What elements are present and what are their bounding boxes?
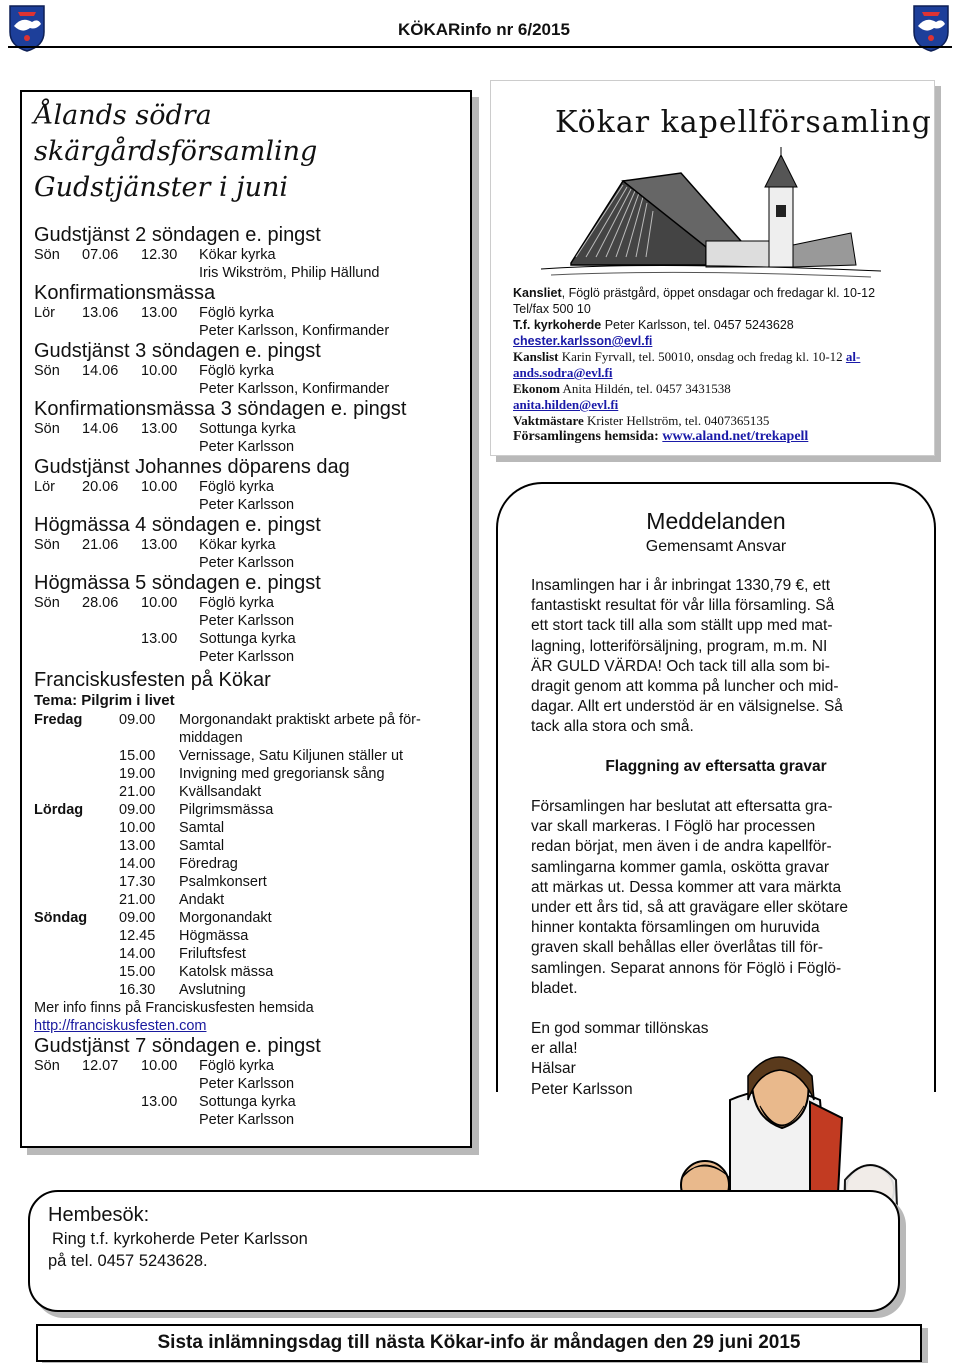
service-officiant: Peter Karlsson, Konfirmander <box>199 323 390 339</box>
fax-line: Tel/fax 500 10 <box>513 302 591 316</box>
service-heading: Gudstjänst 3 söndagen e. pingst <box>34 340 321 362</box>
festival-program-row: Fredag 09.00 Morgonandakt praktiskt arbete på för- <box>34 712 421 728</box>
home-visit-line1: Ring t.f. kyrkoherde Peter Karlsson <box>52 1230 308 1248</box>
service-heading: Gudstjänst Johannes döparens dag <box>34 456 350 478</box>
service-row: Sön 28.06 10.00 Föglö kyrka <box>34 595 274 611</box>
vicar-email-link[interactable]: chester.karlsson@evl.fi <box>513 334 653 348</box>
parish-info-box <box>490 80 935 456</box>
schedule-title-line2: skärgårdsförsamling <box>34 136 318 167</box>
home-visit-box <box>28 1190 900 1312</box>
service-officiant: Iris Wikström, Philip Hällund <box>199 265 380 281</box>
service-officiant: Peter Karlsson <box>199 497 295 513</box>
service-heading: Gudstjänst 7 söndagen e. pingst <box>34 1035 321 1057</box>
festival-program-row: 15.00 Vernissage, Satu Kiljunen ställer ut <box>119 748 404 764</box>
website-link[interactable]: www.aland.net/trekapell <box>662 429 809 444</box>
festival-program-row: Söndag 09.00 Morgonandakt <box>34 910 272 926</box>
clerk-email-link[interactable]: al- <box>845 349 861 364</box>
service-row: 13.00 Sottunga kyrka <box>141 1094 296 1110</box>
festival-program-row: 13.00 Samtal <box>119 838 225 854</box>
festival-program-row: 15.00 Katolsk mässa <box>119 964 274 980</box>
festival-program <box>34 711 464 999</box>
service-officiant: Peter Karlsson, Konfirmander <box>199 381 390 397</box>
festival-heading: Franciskusfesten på Kökar <box>34 669 271 691</box>
service-officiant: Peter Karlsson <box>199 1076 295 1092</box>
festival-program-row: 17.30 Psalmkonsert <box>119 874 267 890</box>
service-row: Sön 14.06 10.00 Föglö kyrka <box>34 363 274 379</box>
church-illustration <box>531 145 891 279</box>
collection-paragraph: Insamlingen har i år inbringat 1330,79 €, ett fantastiskt resultat för vår lilla församling. Så ett stort tack till alla som ställt upp med mat- lagning, lotteriförsäljning, program, m.m. NI ÄR GULD VÄRDA! Och tack till alla som bi- dragit genom att komma på luncher och mid- dagar. Allt ert understöd är en välsignelse. Så tack alla stora och små. <box>531 577 843 736</box>
clerk-line: Kanslist Karin Fyrvall, tel. 50010, onsdag och fredag kl. 10-12 al- <box>513 349 861 364</box>
vicar-line: T.f. kyrkoherde Peter Karlsson, tel. 0457 5243628 <box>513 318 794 332</box>
service-heading: Gudstjänst 2 söndagen e. pingst <box>34 224 321 246</box>
website-line: Församlingens hemsida: www.aland.net/trekapell <box>513 429 809 444</box>
festival-program-row: 14.00 Friluftsfest <box>119 946 246 962</box>
service-officiant: Peter Karlsson <box>199 439 295 455</box>
festival-theme: Tema: Pilgrim i livet <box>34 692 175 709</box>
header-divider <box>8 46 952 48</box>
caretaker-line: Vaktmästare Krister Hellström, tel. 0407365135 <box>513 413 770 428</box>
crest-left-icon <box>8 4 46 52</box>
parish-title: Kökar kapellförsamling <box>555 105 932 140</box>
messages-box <box>496 482 936 1098</box>
festival-program-row-cont: middagen <box>179 730 243 746</box>
treasurer-email-link[interactable]: anita.hilden@evl.fi <box>513 397 619 412</box>
festival-program-row: 16.30 Avslutning <box>119 982 246 998</box>
graves-paragraph: Församlingen har beslutat att eftersatta gra- var skall markeras. I Föglö har processen redan börjat, men även i de andra kapellför- samlingarna kommer gamla, oskötta gravar att märkas ut. Dessa kommer att vara märkta under ett års tid, så att gravägare eller skötare hinner kontakta församlingen om huruvida graven skall behållas eller överlåtas till för- samlingen. Separat annons för Föglö i Föglö- bladet. <box>531 798 849 997</box>
schedule-box <box>20 90 472 1148</box>
service-heading: Högmässa 5 söndagen e. pingst <box>34 572 321 594</box>
messages-subtitle: Gemensamt Ansvar <box>645 538 787 555</box>
service-officiant: Peter Karlsson <box>199 613 295 629</box>
greeting-paragraph: En god sommar tillönskas er alla! Hälsar Peter Karlsson <box>531 1020 709 1098</box>
service-row: Sön 12.07 10.00 Föglö kyrka <box>34 1058 274 1074</box>
festival-program-row: 21.00 Kvällsandakt <box>119 784 262 800</box>
festival-program-row: 19.00 Invigning med gregoriansk sång <box>119 766 385 782</box>
service-row: Sön 07.06 12.30 Kökar kyrka <box>34 247 276 263</box>
service-heading: Konfirmationsmässa 3 söndagen e. pingst <box>34 398 407 420</box>
festival-more-info: Mer info finns på Franciskusfesten hemsida <box>34 1000 314 1016</box>
service-row: 13.00 Sottunga kyrka <box>141 631 296 647</box>
service-row: Lör 20.06 10.00 Föglö kyrka <box>34 479 274 495</box>
service-row: Sön 14.06 13.00 Sottunga kyrka <box>34 421 296 437</box>
service-officiant: Peter Karlsson <box>199 1112 295 1128</box>
messages-title: Meddelanden <box>646 508 786 534</box>
treasurer-line: Ekonom Anita Hildén, tel. 0457 3431538 <box>513 381 731 396</box>
office-line: Kansliet, Föglö prästgård, öppet onsdagar och fredagar kl. 10-12 <box>513 286 876 300</box>
festival-link[interactable]: http://franciskusfesten.com <box>34 1018 207 1034</box>
festival-program-row: 21.00 Andakt <box>119 892 225 908</box>
issue-title: KÖKARinfo nr 6/2015 <box>398 20 570 39</box>
crest-right-icon <box>912 4 950 52</box>
service-officiant: Peter Karlsson <box>199 649 295 665</box>
festival-program-row: 12.45 Högmässa <box>119 928 249 944</box>
festival-program-row: 14.00 Föredrag <box>119 856 238 872</box>
home-visit-title: Hembesök: <box>48 1204 150 1226</box>
graves-heading: Flaggning av eftersatta gravar <box>605 758 827 775</box>
schedule-title-line1: Ålands södra <box>34 100 212 131</box>
festival-program-row: 10.00 Samtal <box>119 820 225 836</box>
festival-program-row: Lördag 09.00 Pilgrimsmässa <box>34 802 274 818</box>
schedule-title-line3: Gudstjänster i juni <box>34 172 288 203</box>
service-officiant: Peter Karlsson <box>199 555 295 571</box>
home-visit-line2: på tel. 0457 5243628. <box>48 1252 208 1270</box>
service-heading: Konfirmationsmässa <box>34 282 216 304</box>
service-row: Sön 21.06 13.00 Kökar kyrka <box>34 537 276 553</box>
service-heading: Högmässa 4 söndagen e. pingst <box>34 514 321 536</box>
service-row: Lör 13.06 13.00 Föglö kyrka <box>34 305 274 321</box>
clerk-email-link-cont[interactable]: ands.sodra@evl.fi <box>513 365 613 380</box>
deadline-footer: Sista inlämningsdag till nästa Kökar-info är måndagen den 29 juni 2015 <box>36 1324 922 1362</box>
